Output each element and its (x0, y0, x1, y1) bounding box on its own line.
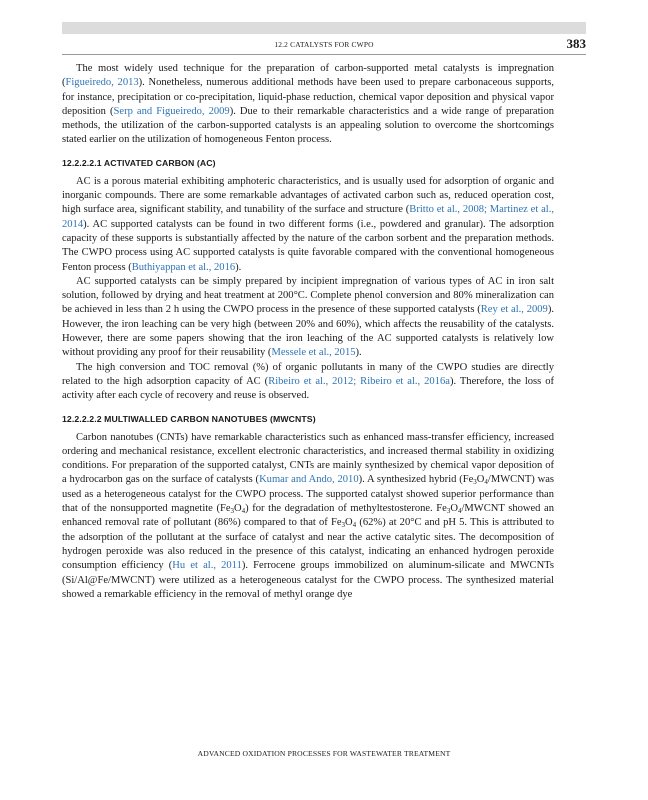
section-heading-activated-carbon: 12.2.2.2.1 ACTIVATED CARBON (AC) (62, 157, 216, 168)
citation-link[interactable]: Figueiredo, 2013 (65, 77, 139, 89)
body-text (62, 62, 554, 602)
paragraph-ac-preparation: AC supported catalysts can be simply prepared by incipient impregnation of various types of AC in iron salt solution, followed by drying and heat treatment at 200°C. Complete phenol conversion and 80% mineralization can be achieved in less than 2 h using the CWPO process in the presence of these supported catalysts (Rey et al., 2009). However, the iron leaching can be very high (between 20% and 60%), which affects the reusability of the catalysts. However, there are some papers showing that the iron leaching of the AC supported catalysts is relatively low without providing any proof for their reusability (Messele et al., 2015). (62, 275, 554, 359)
running-head: 12.2 CATALYSTS FOR CWPO (274, 40, 374, 49)
page-footer: ADVANCED OXIDATION PROCESSES FOR WASTEWATER TREATMENT (197, 749, 451, 758)
header-band (62, 22, 586, 34)
citation-link[interactable]: Ribeiro et al., 2012; Ribeiro et al., 2016a (268, 375, 450, 387)
citation-link[interactable]: Britto et al., 2008; Martinez et al., 2014 (62, 204, 554, 230)
paragraph-ac-toc: The high conversion and TOC removal (%) of organic pollutants in many of the CWPO studies are directly related to the high adsorption capacity of AC (Ribeiro et al., 2012; Ribeiro et al., 2016a). Therefore, the loss of activity after each cycle of recovery and reuse is observed. (62, 361, 554, 402)
paragraph-cnts: Carbon nanotubes (CNTs) have remarkable characteristics such as enhanced mass-transfer efficiency, increased ordering and mechanical resistance, excellent electronic characteristics, and increased thermal stability in oxidizing conditions. For preparation of the supported catalyst, CNTs are mainly synthesized by chemical vapor deposition of a hydrocarbon gas on the surface of catalysts (Kumar and Ando, 2010). A synthesized hybrid $(Fe_3O_4/MWCNT)$ was used as a heterogeneous catalyst for the CWPO process. The supported catalyst showed superior performance than that of the nonsupported magnetite $(Fe_3O_4)$ for the degradation of methyltestosterone. $Fe_3O_4$/MWCNT showed an enhanced removal rate of pollutant (86%) compared to that of $Fe_3O_4$ (62%) at 20°C and pH 5. This is attributed to the adsorption of the pollutant at the surface of catalyst and near the active catalytic sites. The decomposition of hydrogen peroxide was also reduced in the presence of this catalyst, indicating an enhanced hydrogen peroxide consumption efficiency (Hu et al., 2011). Ferrocene groups immobilized on aluminum-silicate and MWCNTs (Si/Al@Fe/MWCNT) were utilized as a heterogeneous catalyst for the CWPO process. The synthesized material showed a remarkable efficiency in the removal of methyl orange dye (62, 431, 555, 600)
paragraph-ac-definition: AC is a porous material exhibiting amphoteric characteristics, and is usually used for adsorption of organic and inorganic compounds. There are some remarkable advantages of activated carbon such as, reduced operation cost, high surface area, significant stability, and tunability of the surface and structure (Britto et al., 2008; Martinez et al., 2014). AC supported catalysts can be found in two different forms (i.e., powdered and granular). The adsorption capacity of these supports is substantially affected by the nature of the carbon sorbent and the preparation methods. The CWPO process using AC supported catalysts is quite favorable compared with the conventional homogeneous Fenton process (Buthiyappan et al., 2016). (62, 175, 554, 273)
citation-link[interactable]: Kumar and Ando, 2010 (259, 474, 359, 486)
section-heading-mwcnts: 12.2.2.2.2 MULTIWALLED CARBON NANOTUBES (MWCNTS) (62, 413, 316, 424)
citation-link[interactable]: Hu et al., 2011 (172, 560, 242, 572)
paragraph-intro: The most widely used technique for the preparation of carbon-supported metal catalysts is impregnation (Figueiredo, 2013). Nonetheless, numerous additional methods have been used to prepare carbonaceous supports, for instance, precipitation or co-precipitation, liquid-phase reduction, chemical vapor deposition and physical vapor deposition (Serp and Figueiredo, 2009). Due to their remarkable characteristics and a wide range of preparation methods, the utilization of the carbon-supported catalysts is an appealing solution to overcome the shortcomings stated earlier on the utilization of homogeneous Fenton process. (62, 63, 555, 146)
citation-link[interactable]: Serp and Figueiredo, 2009 (113, 105, 230, 117)
citation-link[interactable]: Messele et al., 2015 (271, 347, 356, 359)
page-header (62, 36, 586, 55)
citation-link[interactable]: Buthiyappan et al., 2016 (131, 261, 236, 273)
citation-link[interactable]: Rey et al., 2009 (480, 304, 548, 316)
page-number: 383 (566, 36, 586, 51)
